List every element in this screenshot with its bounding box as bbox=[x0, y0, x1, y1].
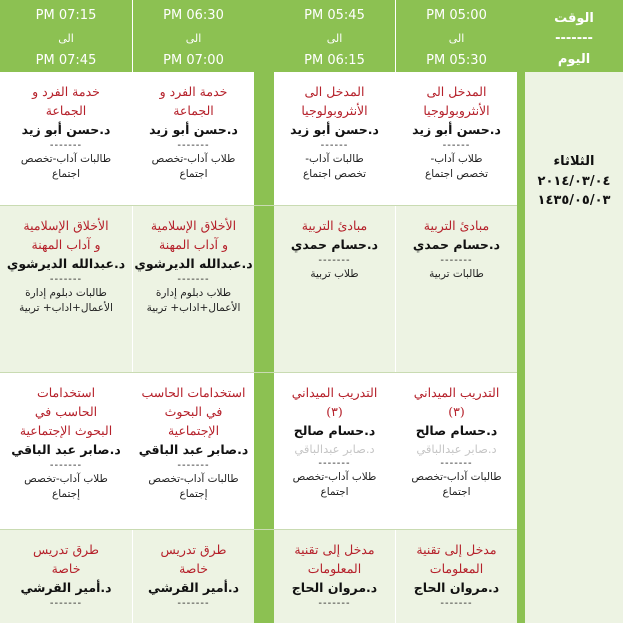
audience-line: الأعمال+اداب+ تربية bbox=[146, 302, 241, 314]
instructor-name: د.حسن أبو زيد bbox=[290, 122, 379, 137]
audience-line: تخصص اجتماع bbox=[424, 168, 489, 180]
cell-separator: ------- bbox=[318, 458, 351, 469]
lesson-cell bbox=[133, 530, 254, 623]
audience-line: طلاب آداب- bbox=[430, 153, 483, 165]
day-cell bbox=[525, 72, 623, 623]
course-title: التدريب الميداني bbox=[291, 385, 378, 400]
time-slot-header bbox=[396, 0, 517, 72]
course-title: (٣) bbox=[448, 404, 465, 419]
time-from: 05:00 PM bbox=[426, 8, 487, 23]
instructor-name: د.عبدالله الديرشوي bbox=[134, 256, 253, 271]
course-title: و آداب المهنة bbox=[31, 237, 101, 252]
date-gregorian: ٢٠١٤/٠٣/٠٤ bbox=[537, 174, 611, 189]
course-title: خدمة الفرد و bbox=[32, 84, 100, 99]
course-title: خدمة الفرد و bbox=[159, 84, 228, 99]
course-title: المعلومات bbox=[307, 561, 362, 576]
course-title: الأخلاق الإسلامية bbox=[23, 218, 109, 233]
course-title: في البحوث bbox=[164, 404, 223, 419]
audience-line: الأعمال+اداب+ تربية bbox=[19, 302, 113, 314]
day-name: الثلاثاء bbox=[553, 154, 595, 169]
instructor-name: د.صابر عبد الباقي bbox=[11, 442, 121, 457]
cell-separator: ------- bbox=[440, 458, 473, 469]
course-title: الأنثروبولوجيا bbox=[423, 103, 490, 118]
lesson-cell bbox=[133, 206, 254, 372]
time-slot-header bbox=[0, 0, 132, 72]
audience-line: طالبات تربية bbox=[429, 268, 484, 280]
lesson-cell bbox=[274, 373, 395, 529]
lesson-cell bbox=[274, 530, 395, 623]
audience-line: طلاب دبلوم إدارة bbox=[155, 287, 232, 299]
course-title: المعلومات bbox=[429, 561, 484, 576]
time-from: 06:30 PM bbox=[163, 8, 224, 23]
audience-line: إجتماع bbox=[179, 488, 208, 500]
course-title: خاصة bbox=[51, 561, 81, 576]
course-title: الأنثروبولوجيا bbox=[301, 103, 368, 118]
lesson-cell bbox=[396, 530, 517, 623]
lesson-cell bbox=[274, 72, 395, 205]
audience-line: طالبات آداب-تخصص bbox=[148, 473, 239, 485]
cell-separator: ------- bbox=[318, 598, 351, 609]
time-label: الوقت bbox=[554, 11, 594, 26]
lesson-cell bbox=[396, 206, 517, 372]
lesson-cell bbox=[0, 206, 132, 372]
header-separator: ------- bbox=[555, 31, 593, 46]
day-label: اليوم bbox=[557, 52, 591, 67]
lesson-cell bbox=[396, 72, 517, 205]
lesson-cell bbox=[133, 72, 254, 205]
column-gap-right bbox=[517, 0, 525, 623]
course-title: الإجتماعية bbox=[167, 423, 220, 438]
course-title: مبادئ التربية bbox=[423, 218, 490, 233]
cell-separator: ------- bbox=[440, 255, 473, 266]
audience-line: طالبات دبلوم إدارة bbox=[25, 287, 107, 299]
co-instructor-name: د.صابر عبدالباقي bbox=[294, 442, 375, 456]
course-title: (٣) bbox=[326, 404, 343, 419]
time-to: 05:30 PM bbox=[426, 53, 487, 68]
course-title: خاصة bbox=[179, 561, 208, 576]
audience-line: اجتماع bbox=[179, 168, 208, 180]
time-from: 05:45 PM bbox=[304, 8, 365, 23]
cell-separator: ------- bbox=[49, 598, 83, 609]
instructor-name: د.حسام حمدي bbox=[290, 237, 379, 252]
lesson-cell bbox=[133, 373, 254, 529]
date-hijri: ١٤٣٥/٠٥/٠٣ bbox=[537, 193, 611, 208]
lesson-cell bbox=[0, 530, 132, 623]
lesson-cell bbox=[0, 373, 132, 529]
course-title: استخدامات الحاسب bbox=[141, 385, 246, 400]
course-title: التدريب الميداني bbox=[413, 385, 500, 400]
instructor-name: د.أمير القرشي bbox=[20, 580, 112, 595]
cell-separator: ------- bbox=[177, 598, 210, 609]
course-title: مدخل إلى تقنية bbox=[294, 542, 375, 557]
instructor-name: د.مروان الحاج bbox=[291, 580, 378, 595]
instructor-name: د.حسن أبو زيد bbox=[149, 122, 238, 137]
audience-line: طلاب آداب-تخصص bbox=[24, 473, 108, 485]
audience-line: اجتماع bbox=[51, 168, 81, 180]
time-slot-header bbox=[274, 0, 395, 72]
audience-line: إجتماع bbox=[51, 488, 81, 500]
time-to: 07:45 PM bbox=[35, 53, 97, 68]
cell-separator: ------ bbox=[320, 140, 349, 151]
time-to-word: الى bbox=[58, 31, 74, 45]
course-title: الجماعة bbox=[45, 103, 87, 118]
audience-line: طلاب آداب-تخصص bbox=[151, 153, 236, 165]
row-divider bbox=[0, 205, 517, 206]
cell-separator: ------- bbox=[318, 255, 351, 266]
instructor-name: د.مروان الحاج bbox=[413, 580, 500, 595]
audience-line: طالبات آداب- bbox=[305, 153, 364, 165]
audience-line: طلاب آداب-تخصص bbox=[292, 471, 377, 483]
instructor-name: د.أمير القرشي bbox=[147, 580, 240, 595]
course-title: استخدامات bbox=[36, 385, 96, 400]
course-title: المدخل الى bbox=[304, 84, 365, 99]
course-title: و آداب المهنة bbox=[159, 237, 229, 252]
audience-line: تخصص اجتماع bbox=[302, 168, 367, 180]
audience-line: طالبات آداب-تخصص bbox=[20, 153, 112, 165]
cell-separator: ------ bbox=[442, 140, 471, 151]
time-from: 07:15 PM bbox=[35, 8, 97, 23]
cell-separator: ------- bbox=[177, 274, 210, 285]
instructor-name: د.حسام حمدي bbox=[412, 237, 501, 252]
instructor-name: د.حسام صالح bbox=[293, 423, 376, 438]
time-to-word: الى bbox=[185, 31, 202, 45]
instructor-name: د.حسام صالح bbox=[415, 423, 498, 438]
time-to-word: الى bbox=[448, 31, 465, 45]
row-divider bbox=[0, 372, 517, 373]
audience-line: اجتماع bbox=[320, 486, 349, 498]
audience-line: طالبات آداب-تخصص bbox=[411, 471, 502, 483]
cell-separator: ------- bbox=[177, 460, 210, 471]
time-to: 06:15 PM bbox=[304, 53, 365, 68]
instructor-name: د.حسن أبو زيد bbox=[21, 122, 111, 137]
audience-line: اجتماع bbox=[442, 486, 471, 498]
course-title: مدخل إلى تقنية bbox=[416, 542, 497, 557]
cell-separator: ------- bbox=[440, 598, 473, 609]
course-title: مبادئ التربية bbox=[301, 218, 368, 233]
time-to-word: الى bbox=[326, 31, 343, 45]
instructor-name: د.صابر عبد الباقي bbox=[138, 442, 249, 457]
course-title: طرق تدريس bbox=[160, 542, 227, 557]
cell-separator: ------- bbox=[49, 460, 83, 471]
audience-line: طلاب تربية bbox=[310, 268, 359, 280]
time-slot-header bbox=[133, 0, 254, 72]
cell-separator: ------- bbox=[177, 140, 210, 151]
row-divider bbox=[0, 529, 517, 530]
cell-separator: ------- bbox=[49, 140, 83, 151]
instructor-name: د.حسن أبو زيد bbox=[412, 122, 501, 137]
course-title: طرق تدريس bbox=[33, 542, 100, 557]
course-title: الجماعة bbox=[173, 103, 214, 118]
day-column-header bbox=[525, 0, 623, 72]
lesson-cell bbox=[0, 72, 132, 205]
course-title: الأخلاق الإسلامية bbox=[150, 218, 237, 233]
instructor-name: د.عبدالله الديرشوي bbox=[6, 256, 126, 271]
co-instructor-name: د.صابر عبدالباقي bbox=[416, 442, 497, 456]
course-title: المدخل الى bbox=[426, 84, 487, 99]
lesson-cell bbox=[274, 206, 395, 372]
cell-separator: ------- bbox=[49, 274, 83, 285]
course-title: الحاسب في bbox=[34, 404, 98, 419]
lesson-cell bbox=[396, 373, 517, 529]
time-to: 07:00 PM bbox=[163, 53, 224, 68]
course-title: البحوث الإجتماعية bbox=[19, 423, 113, 438]
